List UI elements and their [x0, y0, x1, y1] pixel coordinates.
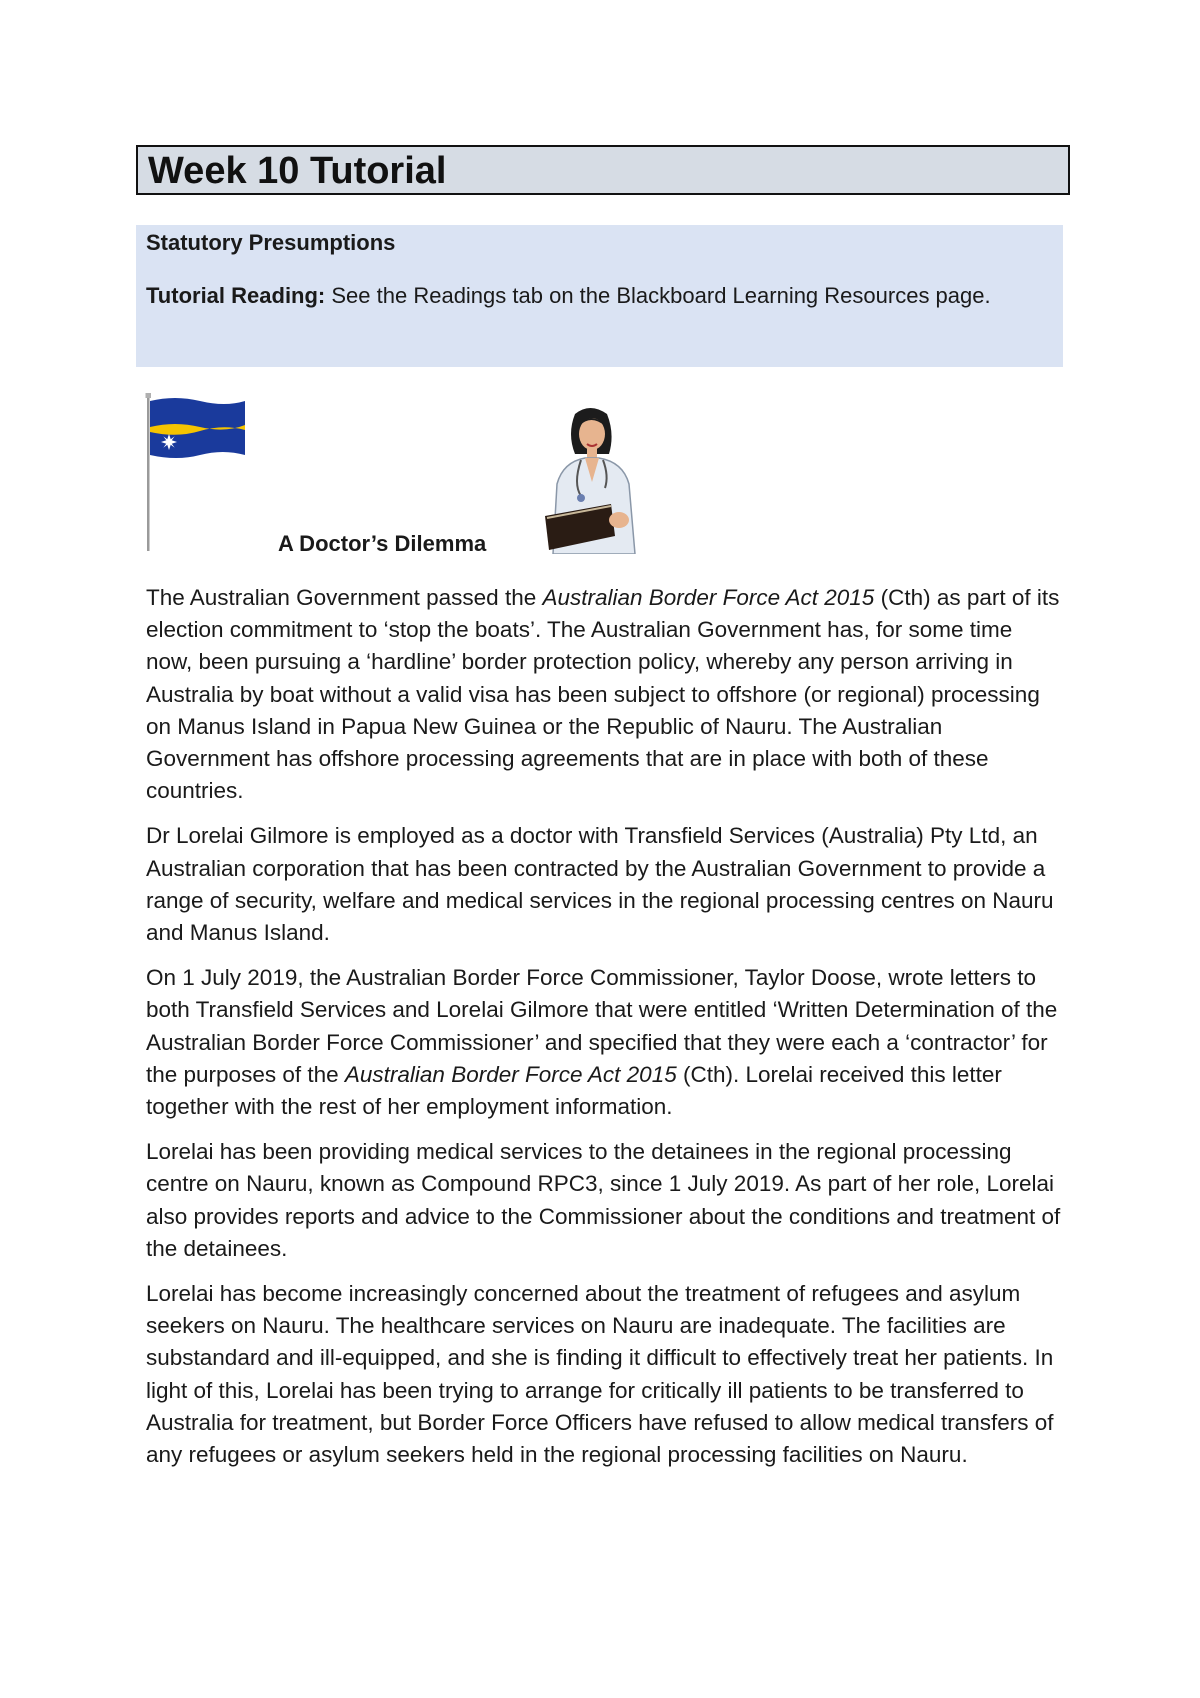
act-title: Australian Border Force Act 2015 — [344, 1061, 677, 1087]
page-title: Week 10 Tutorial — [148, 150, 447, 192]
paragraph-text: The Australian Government passed the — [146, 585, 543, 610]
paragraph — [146, 1278, 1061, 1471]
title-box — [136, 145, 1070, 195]
section-subtitle: Statutory Presumptions — [146, 230, 396, 255]
paragraph-text: On 1 July 2019, the Australian Border Force Commissioner, Taylor Doose, wrote letters to both Transfield Services and Lorelai Gilmore that were entitled ‘Written Determination of the Australian Border Force Commissioner’ and specified that they were each a ‘contractor’ for the purposes of the — [146, 965, 1058, 1087]
paragraph-text: (Cth). Lorelai received this letter together with the rest of her employment information. — [146, 1061, 1002, 1120]
paragraph — [146, 962, 1061, 1123]
nauru-flag-icon — [145, 393, 250, 553]
paragraph — [146, 582, 1061, 807]
tutorial-reading-label: Tutorial Reading: — [146, 283, 326, 308]
tutorial-reading — [146, 282, 1046, 309]
paragraph-text: Lorelai has become increasingly concerned about the treatment of refugees and asylum seekers on Nauru. The healthcare services on Nauru are inadequate. The facilities are substandard and ill-equipped, and she is finding it difficult to effectively treat her patients. In light of this, Lorelai has been trying to arrange for critically ill patients to be transferred to Australia for treatment, but Border Force Officers have refused to allow medical transfers of any refugees or asylum seekers held in the regional processing facilities on Nauru. — [146, 1281, 1054, 1468]
paragraph-text: Dr Lorelai Gilmore is employed as a doctor with Transfield Services (Australia) Pty Ltd, an Australian corporation that has been contracted by the Australian Government to provide a range of security, welfare and medical services in the regional processing centres on Nauru and Manus Island. — [146, 823, 1054, 946]
paragraph — [146, 820, 1061, 949]
case-heading: A Doctor’s Dilemma — [278, 531, 487, 556]
paragraph-text: Lorelai has been providing medical services to the detainees in the regional processing centre on Nauru, known as Compound RPC3, since 1 July 2019. As part of her role, Lorelai also provides reports and advice to the Commissioner about the conditions and treatment of the detainees. — [146, 1139, 1061, 1261]
act-title: Australian Border Force Act 2015 — [542, 585, 875, 610]
body-text — [146, 582, 1061, 1484]
info-box — [136, 225, 1063, 367]
paragraph-text: (Cth) as part of its election commitment to ‘stop the boats’. The Australian Government has, for some time now, been pursuing a ‘hardline’ border protection policy, whereby any person arriving in Australia by boat without a valid visa has been subject to offshore (or regional) processing on Manus Island in Papua New Guinea or the Republic of Nauru. The Australian Government has offshore processing agreements that are in place with both of these countries. — [146, 585, 1060, 804]
doctor-illustration — [535, 404, 653, 554]
tutorial-reading-text: See the Readings tab on the Blackboard Learning Resources page. — [325, 283, 991, 308]
paragraph — [146, 1136, 1061, 1265]
